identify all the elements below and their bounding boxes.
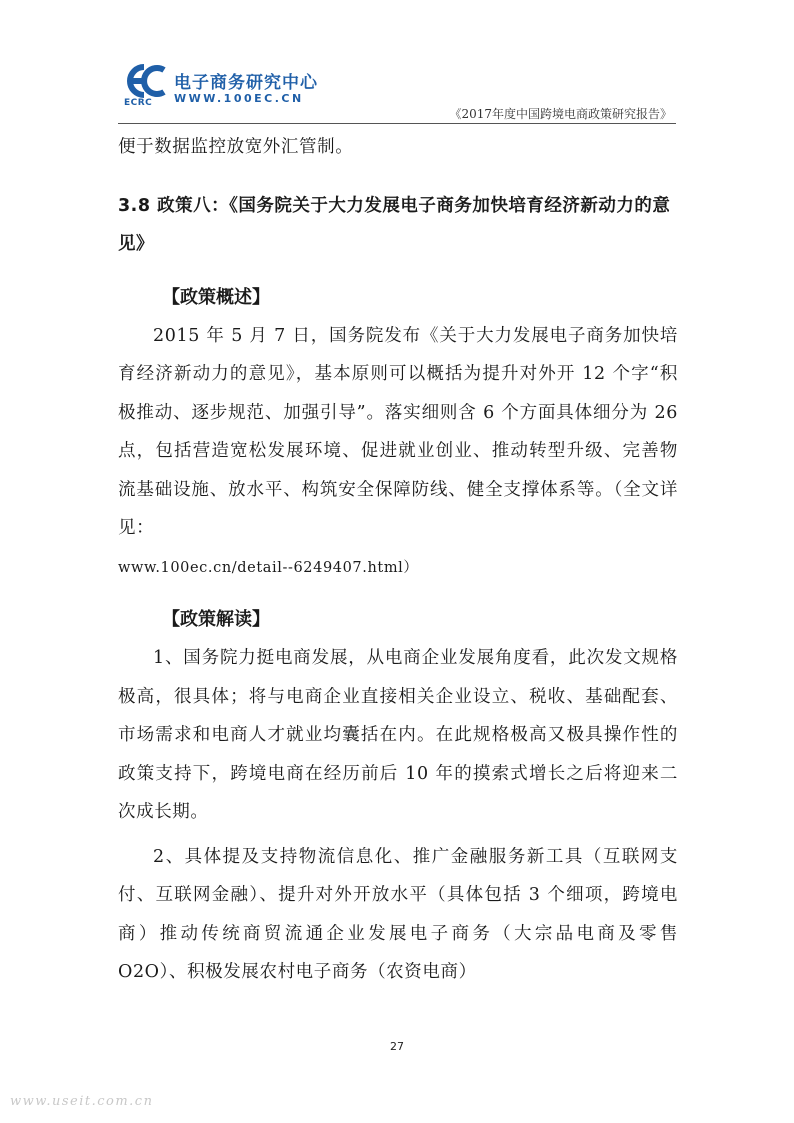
overview-text: 2015 年 5 月 7 日，国务院发布《关于大力发展电子商务加快培育经济新动力的意见》，基本原则可以概括为提升对外开 12 个字“积极推动、逐步规范、加强引导”。落实细则含 6 个方面具体细分为 26 点，包括营造宽松发展环境、促进就业创业、推动转型升级、完善物流基础设施、放水平、构筑安全保障防线、健全支撑体系等。（全文详见： [118,325,678,538]
interpretation-paragraph-2: 2、具体提及支持物流信息化、推广金融服务新工具（互联网支付、互联网金融）、提升对外开放水平（具体包括 3 个细项，跨境电商）推动传统商贸流通企业发展电子商务（大宗品电商及零售 O2O）、积极发展农村电子商务（农资电商） [118,846,678,982]
interpretation-paragraph-1: 1、国务院力挺电商发展，从电商企业发展角度看，此次发文规格极高，很具体；将与电商企业直接相关企业设立、税收、基础配套、市场需求和电商人才就业均囊括在内。在此规格极高又极具操作性的政策支持下，跨境电商在经历前后 10 年的摸索式增长之后将迎来二次成长期。 [118,648,678,822]
logo-name: 电子商务研究中心 [174,73,318,93]
overview-paragraph [118,317,678,588]
logo-ecrc: ECRC [124,98,153,108]
page-number: 27 [390,1040,404,1053]
interpretation-heading: 【政策解读】 [162,609,270,630]
logo-url: WWW.100EC.CN [174,92,304,105]
watermark: www.useit.com.cn [10,1094,154,1109]
continued-paragraph: 便于数据监控放宽外汇管制。 [118,137,354,157]
overview-url: www.100ec.cn/detail--6249407.html） [118,559,419,576]
report-title: 《2017年度中国跨境电商政策研究报告》 [449,107,672,121]
logo [118,64,338,108]
ec-logo-icon [122,64,172,98]
overview-heading: 【政策概述】 [162,286,270,308]
header-divider [118,123,676,124]
section-heading: 3.8 政策八：《国务院关于大力发展电子商务加快培育经济新动力的意见》 [118,195,671,254]
page-content [118,128,678,992]
